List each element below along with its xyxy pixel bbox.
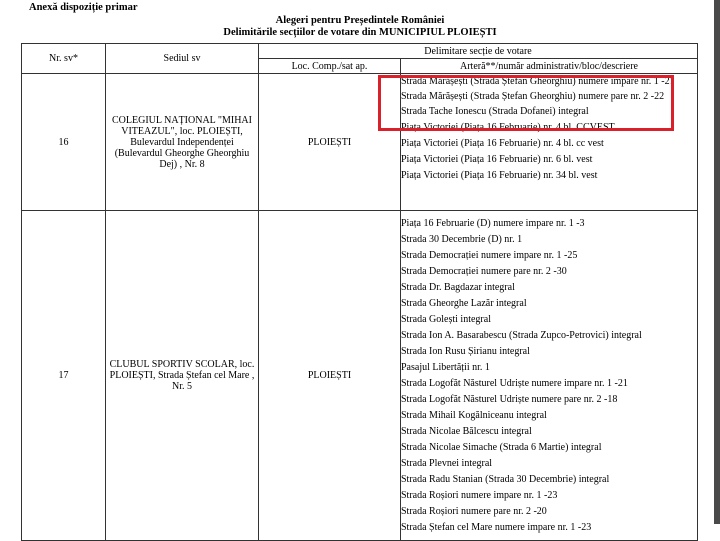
header-sediu-sv: Sediul sv	[106, 44, 259, 74]
document-subtitle: Delimitările secțiilor de votare din MUNICIPIUL PLOIEȘTI	[223, 27, 497, 38]
header-delimitare: Delimitare secție de votare	[259, 44, 698, 59]
street-line: Strada Plevnei integral	[401, 458, 493, 469]
section-streets	[401, 211, 698, 541]
section-location: COLEGIUL NAȚIONAL "MIHAI VITEAZUL", loc. PLOIEȘTI, Bulevardul Independenței (Bulevardul Gheorghe Gheorghiu Dej) , Nr. 8	[106, 74, 259, 211]
street-line: Strada Dr. Bagdazar integral	[401, 282, 515, 293]
street-line: Strada Mărășești (Strada Ștefan Gheorghiu) numere pare nr. 2 -22	[401, 91, 665, 102]
section-number: 16	[22, 74, 106, 211]
section-location: CLUBUL SPORTIV SCOLAR, loc. PLOIEȘTI, Strada Ștefan cel Mare , Nr. 5	[106, 211, 259, 541]
street-line: Strada Logofăt Năsturel Udriște numere pare nr. 2 -18	[401, 394, 618, 405]
street-line: Strada 30 Decembrie (D) nr. 1	[401, 234, 523, 245]
street-line: Strada Golești integral	[401, 314, 491, 325]
street-line: Strada Nicolae Simache (Strada 6 Martie) integral	[401, 442, 602, 453]
section-locality: PLOIEȘTI	[259, 211, 401, 541]
street-line: Piața Victoriei (Piața 16 Februarie) nr. 6 bl. vest	[401, 154, 593, 165]
street-line: Strada Democrației numere pare nr. 2 -30	[401, 266, 567, 277]
header-artera: Arteră**/număr administrativ/bloc/descriere	[401, 59, 698, 74]
street-line: Strada Mihail Kogălniceanu integral	[401, 410, 547, 421]
street-line: Piața Victoriei (Piața 16 Februarie) nr. 34 bl. vest	[401, 170, 598, 181]
street-line: Strada Mărășești (Strada Ștefan Gheorghiu) numere impare nr. 1 -21	[401, 76, 675, 87]
street-line: Strada Radu Stanian (Strada 30 Decembrie) integral	[401, 474, 610, 485]
section-streets	[401, 74, 698, 211]
street-line: Strada Nicolae Bălcescu integral	[401, 426, 532, 437]
street-line: Piața 16 Februarie (D) numere impare nr. 1 -3	[401, 218, 585, 229]
table-row	[22, 211, 698, 541]
scrollbar[interactable]	[714, 0, 720, 524]
header-nr-sv: Nr. sv*	[22, 44, 106, 74]
table-row	[22, 74, 698, 211]
annex-label: Anexă dispoziție primar	[29, 2, 138, 13]
header-localitate: Loc. Comp./sat ap.	[259, 59, 401, 74]
street-line: Strada Roșiori numere impare nr. 1 -23	[401, 490, 558, 501]
street-line: Piața Victoriei (Piața 16 Februarie) nr. 4 bl. cc vest	[401, 138, 604, 149]
street-line: Strada Logofăt Năsturel Udriște numere impare nr. 1 -21	[401, 378, 628, 389]
street-line: Piața Victoriei (Piața 16 Februarie) nr. 4 bl. CCVEST	[401, 122, 615, 133]
polling-sections-table	[21, 43, 698, 541]
section-number: 17	[22, 211, 106, 541]
section-locality: PLOIEȘTI	[259, 74, 401, 211]
street-line: Strada Roșiori numere pare nr. 2 -20	[401, 506, 547, 517]
document-title: Alegeri pentru Președintele României	[275, 15, 445, 26]
street-line: Strada Ion A. Basarabescu (Strada Zupco-Petrovici) integral	[401, 330, 642, 341]
street-line: Pasajul Libertății nr. 1	[401, 362, 490, 373]
street-line: Strada Tache Ionescu (Strada Dofanei) integral	[401, 106, 589, 117]
street-line: Strada Ion Rusu Șirianu integral	[401, 346, 530, 357]
street-line: Strada Gheorghe Lazăr integral	[401, 298, 527, 309]
street-line: Strada Democrației numere impare nr. 1 -25	[401, 250, 578, 261]
street-line: Strada Ștefan cel Mare numere impare nr. 1 -23	[401, 522, 592, 533]
